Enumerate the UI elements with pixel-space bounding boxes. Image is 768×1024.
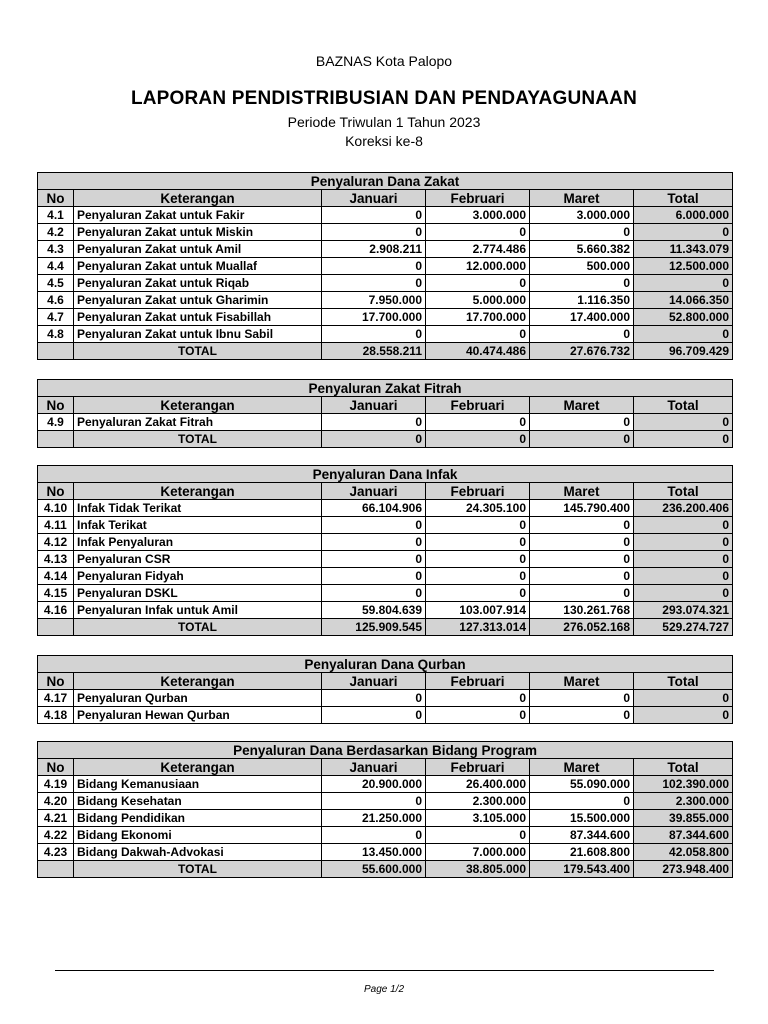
total-total: 529.274.727	[634, 619, 733, 636]
col-header-maret: Maret	[530, 673, 634, 690]
row-number: 4.12	[38, 534, 74, 551]
total-februari: 127.313.014	[426, 619, 530, 636]
row-januari: 13.450.000	[322, 844, 426, 861]
row-maret: 21.608.800	[530, 844, 634, 861]
row-januari: 0	[322, 827, 426, 844]
report-title: LAPORAN PENDISTRIBUSIAN DAN PENDAYAGUNAAN	[130, 88, 638, 109]
row-description: Penyaluran Zakat untuk Miskin	[74, 224, 322, 241]
row-description: Infak Penyaluran	[74, 534, 322, 551]
col-header-total: Total	[634, 483, 733, 500]
col-header-no: No	[38, 483, 74, 500]
row-januari: 0	[322, 275, 426, 292]
row-number: 4.23	[38, 844, 74, 861]
row-januari: 0	[322, 207, 426, 224]
col-header-maret: Maret	[530, 190, 634, 207]
section-title-row	[38, 173, 733, 190]
col-header-keterangan: Keterangan	[74, 759, 322, 776]
report-period: Periode Triwulan 1 Tahun 2023	[287, 114, 481, 130]
section-title: Penyaluran Dana Zakat	[38, 173, 733, 190]
total-januari: 55.600.000	[322, 861, 426, 878]
row-maret: 15.500.000	[530, 810, 634, 827]
table-row	[38, 568, 733, 585]
row-total: 102.390.000	[634, 776, 733, 793]
row-total: 0	[634, 414, 733, 431]
table-row	[38, 534, 733, 551]
row-number: 4.17	[38, 690, 74, 707]
row-number: 4.20	[38, 793, 74, 810]
total-total: 0	[634, 431, 733, 448]
row-description: Penyaluran CSR	[74, 551, 322, 568]
row-februari: 103.007.914	[426, 602, 530, 619]
total-total: 273.948.400	[634, 861, 733, 878]
column-header-row	[38, 190, 733, 207]
row-januari: 0	[322, 414, 426, 431]
row-maret: 0	[530, 585, 634, 602]
row-januari: 0	[322, 326, 426, 343]
col-header-februari: Februari	[426, 483, 530, 500]
row-maret: 0	[530, 517, 634, 534]
table-row	[38, 551, 733, 568]
row-number: 4.9	[38, 414, 74, 431]
total-maret: 179.543.400	[530, 861, 634, 878]
row-number: 4.18	[38, 707, 74, 724]
row-januari: 0	[322, 551, 426, 568]
row-februari: 0	[426, 224, 530, 241]
table-row	[38, 414, 733, 431]
row-januari: 17.700.000	[322, 309, 426, 326]
row-januari: 66.104.906	[322, 500, 426, 517]
total-februari: 40.474.486	[426, 343, 530, 360]
total-januari: 0	[322, 431, 426, 448]
row-februari: 0	[426, 827, 530, 844]
row-januari: 0	[322, 707, 426, 724]
row-description: Penyaluran Zakat Fitrah	[74, 414, 322, 431]
table-row	[38, 810, 733, 827]
row-number: 4.2	[38, 224, 74, 241]
page-number: Page 1/2	[363, 984, 405, 995]
section-title-row	[38, 380, 733, 397]
row-januari: 0	[322, 690, 426, 707]
row-maret: 0	[530, 275, 634, 292]
total-blank	[38, 861, 74, 878]
column-header-row	[38, 483, 733, 500]
row-maret: 5.660.382	[530, 241, 634, 258]
total-januari: 28.558.211	[322, 343, 426, 360]
section-title: Penyaluran Zakat Fitrah	[38, 380, 733, 397]
col-header-februari: Februari	[426, 673, 530, 690]
total-februari: 0	[426, 431, 530, 448]
section-title: Penyaluran Dana Qurban	[38, 656, 733, 673]
table-row	[38, 224, 733, 241]
row-description: Bidang Kemanusiaan	[74, 776, 322, 793]
row-number: 4.22	[38, 827, 74, 844]
row-maret: 3.000.000	[530, 207, 634, 224]
row-maret: 55.090.000	[530, 776, 634, 793]
row-total: 0	[634, 224, 733, 241]
row-februari: 5.000.000	[426, 292, 530, 309]
row-februari: 7.000.000	[426, 844, 530, 861]
row-februari: 0	[426, 517, 530, 534]
total-row	[38, 431, 733, 448]
col-header-total: Total	[634, 759, 733, 776]
row-januari: 20.900.000	[322, 776, 426, 793]
row-description: Penyaluran DSKL	[74, 585, 322, 602]
row-total: 0	[634, 275, 733, 292]
col-header-januari: Januari	[322, 673, 426, 690]
total-maret: 276.052.168	[530, 619, 634, 636]
row-description: Penyaluran Zakat untuk Riqab	[74, 275, 322, 292]
col-header-no: No	[38, 190, 74, 207]
row-description: Penyaluran Fidyah	[74, 568, 322, 585]
section-title: Penyaluran Dana Infak	[38, 466, 733, 483]
total-maret: 27.676.732	[530, 343, 634, 360]
row-total: 6.000.000	[634, 207, 733, 224]
row-total: 0	[634, 690, 733, 707]
col-header-februari: Februari	[426, 190, 530, 207]
section-table	[37, 172, 733, 360]
row-februari: 0	[426, 551, 530, 568]
row-number: 4.15	[38, 585, 74, 602]
row-januari: 0	[322, 224, 426, 241]
col-header-januari: Januari	[322, 759, 426, 776]
row-number: 4.10	[38, 500, 74, 517]
row-total: 0	[634, 568, 733, 585]
row-number: 4.21	[38, 810, 74, 827]
row-januari: 59.804.639	[322, 602, 426, 619]
row-total: 0	[634, 551, 733, 568]
row-maret: 0	[530, 414, 634, 431]
col-header-no: No	[38, 673, 74, 690]
table-row	[38, 517, 733, 534]
total-row	[38, 619, 733, 636]
row-number: 4.11	[38, 517, 74, 534]
section-table	[37, 655, 733, 724]
row-maret: 130.261.768	[530, 602, 634, 619]
row-januari: 0	[322, 258, 426, 275]
report-correction: Koreksi ke-8	[345, 133, 423, 149]
col-header-total: Total	[634, 190, 733, 207]
col-header-keterangan: Keterangan	[74, 483, 322, 500]
row-total: 12.500.000	[634, 258, 733, 275]
table-row	[38, 326, 733, 343]
row-total: 0	[634, 534, 733, 551]
row-maret: 0	[530, 707, 634, 724]
table-row	[38, 707, 733, 724]
row-description: Infak Terikat	[74, 517, 322, 534]
row-januari: 0	[322, 793, 426, 810]
row-januari: 21.250.000	[322, 810, 426, 827]
table-row	[38, 241, 733, 258]
row-februari: 12.000.000	[426, 258, 530, 275]
row-total: 42.058.800	[634, 844, 733, 861]
col-header-keterangan: Keterangan	[74, 397, 322, 414]
total-total: 96.709.429	[634, 343, 733, 360]
section-title: Penyaluran Dana Berdasarkan Bidang Program	[38, 742, 733, 759]
col-header-januari: Januari	[322, 483, 426, 500]
row-total: 39.855.000	[634, 810, 733, 827]
row-description: Bidang Pendidikan	[74, 810, 322, 827]
table-row	[38, 602, 733, 619]
col-header-maret: Maret	[530, 759, 634, 776]
row-description: Penyaluran Infak untuk Amil	[74, 602, 322, 619]
section-table	[37, 379, 733, 448]
col-header-no: No	[38, 759, 74, 776]
row-total: 0	[634, 326, 733, 343]
total-februari: 38.805.000	[426, 861, 530, 878]
table-row	[38, 292, 733, 309]
row-number: 4.14	[38, 568, 74, 585]
row-total: 2.300.000	[634, 793, 733, 810]
row-description: Bidang Dakwah-Advokasi	[74, 844, 322, 861]
col-header-januari: Januari	[322, 397, 426, 414]
row-februari: 3.000.000	[426, 207, 530, 224]
row-number: 4.19	[38, 776, 74, 793]
section-title-row	[38, 742, 733, 759]
col-header-februari: Februari	[426, 397, 530, 414]
row-number: 4.1	[38, 207, 74, 224]
section-title-row	[38, 656, 733, 673]
row-total: 0	[634, 585, 733, 602]
table-row	[38, 776, 733, 793]
row-description: Bidang Kesehatan	[74, 793, 322, 810]
row-februari: 2.300.000	[426, 793, 530, 810]
row-description: Penyaluran Zakat untuk Fakir	[74, 207, 322, 224]
row-februari: 0	[426, 568, 530, 585]
row-januari: 0	[322, 534, 426, 551]
table-row	[38, 500, 733, 517]
row-number: 4.4	[38, 258, 74, 275]
table-row	[38, 585, 733, 602]
col-header-maret: Maret	[530, 483, 634, 500]
row-februari: 17.700.000	[426, 309, 530, 326]
table-row	[38, 258, 733, 275]
row-maret: 0	[530, 551, 634, 568]
row-februari: 0	[426, 585, 530, 602]
total-label: TOTAL	[74, 431, 322, 448]
row-maret: 0	[530, 568, 634, 585]
row-maret: 0	[530, 326, 634, 343]
row-description: Penyaluran Qurban	[74, 690, 322, 707]
row-maret: 0	[530, 224, 634, 241]
total-label: TOTAL	[74, 343, 322, 360]
row-maret: 145.790.400	[530, 500, 634, 517]
table-row	[38, 793, 733, 810]
column-header-row	[38, 673, 733, 690]
table-row	[38, 309, 733, 326]
total-label: TOTAL	[74, 861, 322, 878]
table-row	[38, 207, 733, 224]
row-januari: 2.908.211	[322, 241, 426, 258]
col-header-maret: Maret	[530, 397, 634, 414]
row-description: Penyaluran Hewan Qurban	[74, 707, 322, 724]
table-row	[38, 275, 733, 292]
section-title-row	[38, 466, 733, 483]
row-total: 14.066.350	[634, 292, 733, 309]
total-januari: 125.909.545	[322, 619, 426, 636]
row-description: Infak Tidak Terikat	[74, 500, 322, 517]
column-header-row	[38, 759, 733, 776]
row-number: 4.6	[38, 292, 74, 309]
row-februari: 3.105.000	[426, 810, 530, 827]
row-description: Penyaluran Zakat untuk Ibnu Sabil	[74, 326, 322, 343]
table-row	[38, 827, 733, 844]
row-februari: 2.774.486	[426, 241, 530, 258]
row-januari: 0	[322, 585, 426, 602]
total-blank	[38, 619, 74, 636]
col-header-keterangan: Keterangan	[74, 673, 322, 690]
footer-divider	[55, 970, 714, 971]
table-row	[38, 690, 733, 707]
row-maret: 0	[530, 534, 634, 551]
row-total: 11.343.079	[634, 241, 733, 258]
row-maret: 87.344.600	[530, 827, 634, 844]
section-table	[37, 465, 733, 636]
row-maret: 500.000	[530, 258, 634, 275]
row-februari: 0	[426, 326, 530, 343]
column-header-row	[38, 397, 733, 414]
row-februari: 0	[426, 707, 530, 724]
total-label: TOTAL	[74, 619, 322, 636]
row-maret: 1.116.350	[530, 292, 634, 309]
row-maret: 0	[530, 793, 634, 810]
row-januari: 7.950.000	[322, 292, 426, 309]
row-number: 4.3	[38, 241, 74, 258]
section-table	[37, 741, 733, 878]
total-row	[38, 861, 733, 878]
row-maret: 0	[530, 690, 634, 707]
col-header-februari: Februari	[426, 759, 530, 776]
total-row	[38, 343, 733, 360]
row-total: 87.344.600	[634, 827, 733, 844]
row-februari: 0	[426, 414, 530, 431]
row-number: 4.13	[38, 551, 74, 568]
row-number: 4.5	[38, 275, 74, 292]
col-header-no: No	[38, 397, 74, 414]
row-description: Penyaluran Zakat untuk Gharimin	[74, 292, 322, 309]
col-header-total: Total	[634, 673, 733, 690]
row-februari: 0	[426, 690, 530, 707]
total-blank	[38, 431, 74, 448]
row-februari: 0	[426, 275, 530, 292]
row-description: Penyaluran Zakat untuk Muallaf	[74, 258, 322, 275]
row-description: Bidang Ekonomi	[74, 827, 322, 844]
col-header-januari: Januari	[322, 190, 426, 207]
row-number: 4.16	[38, 602, 74, 619]
row-total: 52.800.000	[634, 309, 733, 326]
row-total: 236.200.406	[634, 500, 733, 517]
col-header-total: Total	[634, 397, 733, 414]
row-maret: 17.400.000	[530, 309, 634, 326]
row-number: 4.8	[38, 326, 74, 343]
col-header-keterangan: Keterangan	[74, 190, 322, 207]
row-description: Penyaluran Zakat untuk Fisabillah	[74, 309, 322, 326]
row-februari: 0	[426, 534, 530, 551]
row-februari: 24.305.100	[426, 500, 530, 517]
row-total: 0	[634, 517, 733, 534]
organization-name: BAZNAS Kota Palopo	[315, 53, 453, 69]
row-number: 4.7	[38, 309, 74, 326]
row-description: Penyaluran Zakat untuk Amil	[74, 241, 322, 258]
table-row	[38, 844, 733, 861]
row-januari: 0	[322, 568, 426, 585]
total-maret: 0	[530, 431, 634, 448]
row-februari: 26.400.000	[426, 776, 530, 793]
row-total: 293.074.321	[634, 602, 733, 619]
row-januari: 0	[322, 517, 426, 534]
total-blank	[38, 343, 74, 360]
row-total: 0	[634, 707, 733, 724]
